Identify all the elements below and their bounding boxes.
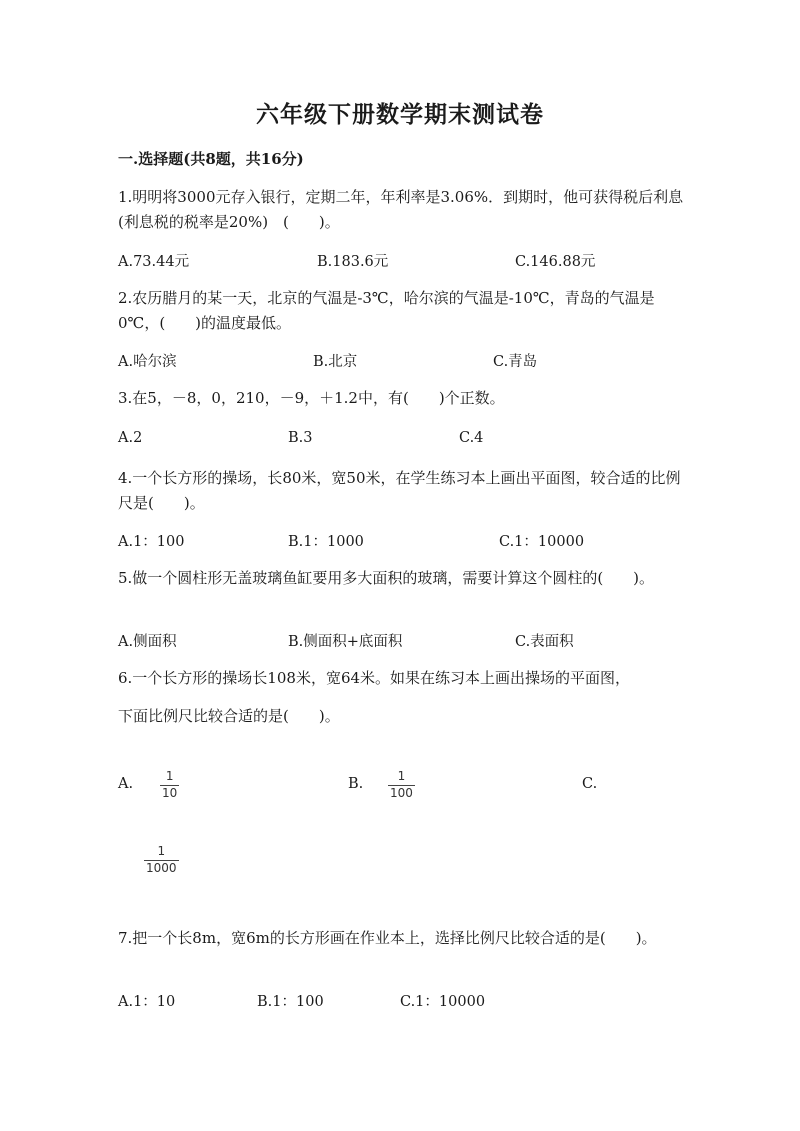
page-title: 六年级下册数学期末测试卷 bbox=[256, 101, 544, 128]
q2-option-b: B.北京 bbox=[313, 354, 358, 370]
fraction-numerator: 1 bbox=[397, 769, 406, 783]
q7-option-c: C.1：10000 bbox=[400, 994, 486, 1010]
q4-option-b: B.1：1000 bbox=[288, 534, 364, 550]
q3-option-b: B.3 bbox=[288, 430, 313, 446]
q6-option-a: A. bbox=[118, 776, 134, 792]
q6-fraction-b bbox=[388, 770, 415, 800]
question-6-line-2: 下面比例尺比较合适的是( )。 bbox=[118, 707, 340, 725]
fraction-numerator: 1 bbox=[157, 844, 166, 858]
q7-option-b: B.1：100 bbox=[257, 994, 324, 1010]
q1-option-a: A.73.44元 bbox=[118, 254, 190, 270]
q4-option-c: C.1：10000 bbox=[499, 534, 585, 550]
q1-option-b: B.183.6元 bbox=[317, 254, 389, 270]
fraction-denominator: 100 bbox=[390, 786, 413, 800]
q6-fraction-c bbox=[144, 845, 179, 875]
q3-option-a: A.2 bbox=[118, 430, 143, 446]
q7-option-a: A.1：10 bbox=[118, 994, 176, 1010]
q5-option-c: C.表面积 bbox=[515, 634, 574, 650]
question-2: 2.农历腊月的某一天，北京的气温是-3℃，哈尔滨的气温是-10℃，青岛的气温是0℃，( )的温度最低。 bbox=[118, 289, 655, 332]
q2-option-a: A.哈尔滨 bbox=[118, 354, 177, 370]
q6-option-b: B. bbox=[348, 776, 364, 792]
question-4: 4.一个长方形的操场，长80米，宽50米，在学生练习本上画出平面图，较合适的比例尺是( )。 bbox=[118, 469, 681, 512]
question-6-line-1: 6.一个长方形的操场长108米，宽64米。如果在练习本上画出操场的平面图， bbox=[118, 669, 631, 687]
fraction-denominator: 10 bbox=[162, 786, 178, 800]
q5-option-a: A.侧面积 bbox=[118, 634, 177, 650]
q1-option-c: C.146.88元 bbox=[515, 254, 596, 270]
question-1: 1.明明将3000元存入银行，定期二年，年利率是3.06%．到期时，他可获得税后利息(利息税的税率是20%) ( )。 bbox=[118, 188, 684, 231]
fraction-numerator: 1 bbox=[165, 769, 174, 783]
section-heading: 一.选择题(共8题，共16分) bbox=[118, 150, 304, 168]
question-7: 7.把一个长8m，宽6m的长方形画在作业本上，选择比例尺比较合适的是( )。 bbox=[118, 929, 657, 947]
question-3: 3.在5，－8，0，210，－9，＋1.2中，有( )个正数。 bbox=[118, 389, 505, 407]
q2-option-c: C.青岛 bbox=[493, 354, 538, 370]
q5-option-b: B.侧面积+底面积 bbox=[288, 634, 403, 650]
q4-option-a: A.1：100 bbox=[118, 534, 185, 550]
q3-option-c: C.4 bbox=[459, 430, 484, 446]
q6-option-c: C. bbox=[582, 776, 598, 792]
q6-fraction-a bbox=[160, 770, 179, 800]
fraction-denominator: 1000 bbox=[146, 861, 177, 875]
question-5: 5.做一个圆柱形无盖玻璃鱼缸要用多大面积的玻璃，需要计算这个圆柱的( )。 bbox=[118, 569, 655, 587]
